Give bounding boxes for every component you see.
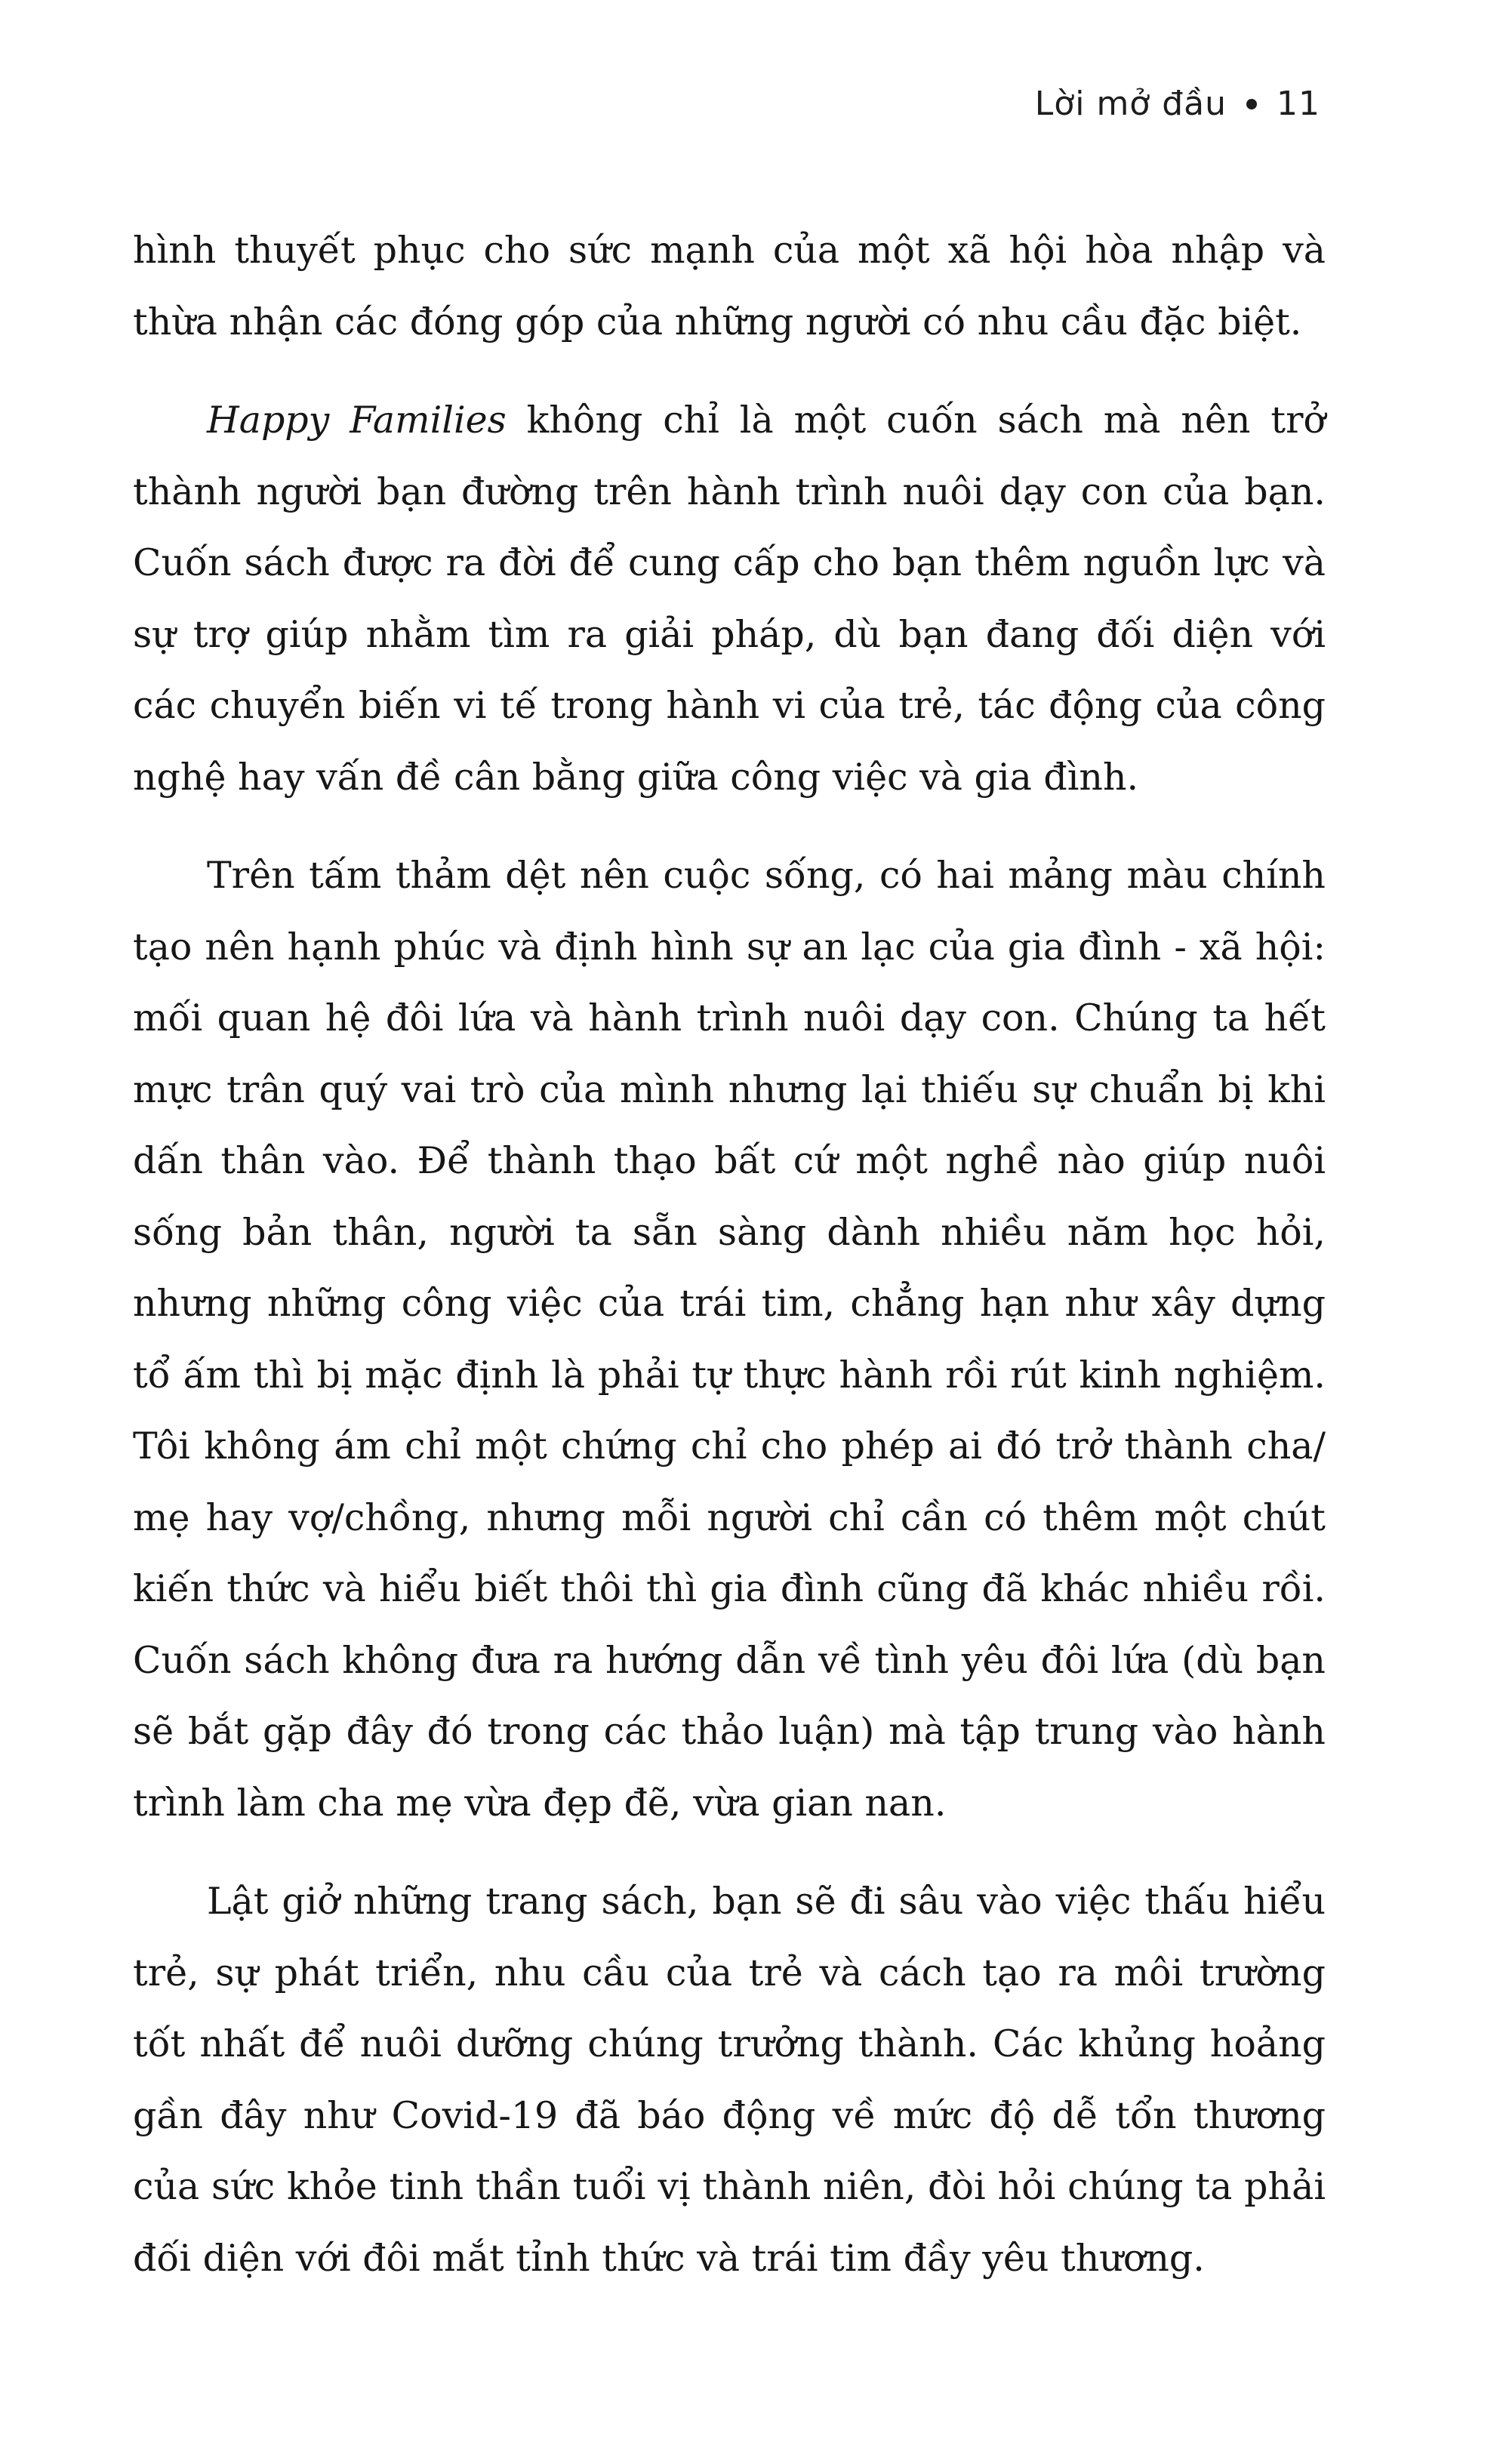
paragraph-continuation bbox=[133, 215, 1326, 358]
running-header bbox=[1035, 85, 1320, 123]
paragraph-text: Trên tấm thảm dệt nên cuộc sống, có hai mảng màu chính tạo nên hạnh phúc và định hình sự an lạc của gia đình - xã hội: mối quan hệ đôi lứa và hành trình nuôi dạy con. Chúng ta hết mực trân quý vai trò của mình nhưng lại thiếu sự chuẩn bị khi dấn thân vào. Để thành thạo bất cứ một nghề nào giúp nuôi sống bản thân, người ta sẵn sàng dành nhiều năm học hỏi, nhưng những công việc của trái tim, chẳng hạn như xây dựng tổ ấm thì bị mặc định là phải tự thực hành rồi rút kinh nghiệm. Tôi không ám chỉ một chứng chỉ cho phép ai đó trở thành cha/ mẹ hay vợ/chồng, nhưng mỗi người chỉ cần có thêm một chút kiến thức và hiểu biết thôi thì gia đình cũng đã khác nhiều rồi. Cuốn sách không đưa ra hướng dẫn về tình yêu đôi lứa (dù bạn sẽ bắt gặp đây đó trong các thảo luận) mà tập trung vào hành trình làm cha mẹ vừa đẹp đẽ, vừa gian nan. bbox=[133, 854, 1326, 1825]
page-number: 11 bbox=[1277, 85, 1320, 123]
paragraph-text: Lật giở những trang sách, bạn sẽ đi sâu vào việc thấu hiểu trẻ, sự phát triển, nhu cầu của trẻ và cách tạo ra môi trường tốt nhất để nuôi dưỡng chúng trưởng thành. Các khủng hoảng gần đây như Covid-19 đã báo động về mức độ dễ tổn thương của sức khỏe tinh thần tuổi vị thành niên, đòi hỏi chúng ta phải đối diện với đôi mắt tỉnh thức và trái tim đầy yêu thương. bbox=[133, 1880, 1326, 2280]
paragraph-text: không chỉ là một cuốn sách mà nên trở thành người bạn đường trên hành trình nuôi dạy con của bạn. Cuốn sách được ra đời để cung cấp cho bạn thêm nguồn lực và sự trợ giúp nhằm tìm ra giải pháp, dù bạn đang đối diện với các chuyển biến vi tế trong hành vi của trẻ, tác động của công nghệ hay vấn đề cân bằng giữa công việc và gia đình. bbox=[133, 399, 1326, 799]
paragraph-tapestry bbox=[133, 840, 1326, 1839]
paragraph-happy-families bbox=[133, 385, 1326, 813]
paragraph-text: hình thuyết phục cho sức mạnh của một xã hội hòa nhập và thừa nhận các đóng góp của những người có nhu cầu đặc biệt. bbox=[133, 229, 1326, 343]
body-text bbox=[133, 215, 1326, 2321]
section-title: Lời mở đầu bbox=[1034, 85, 1227, 123]
paragraph-pages bbox=[133, 1866, 1326, 2294]
bullet-separator bbox=[1246, 99, 1257, 109]
book-title-italic: Happy Families bbox=[207, 399, 507, 442]
